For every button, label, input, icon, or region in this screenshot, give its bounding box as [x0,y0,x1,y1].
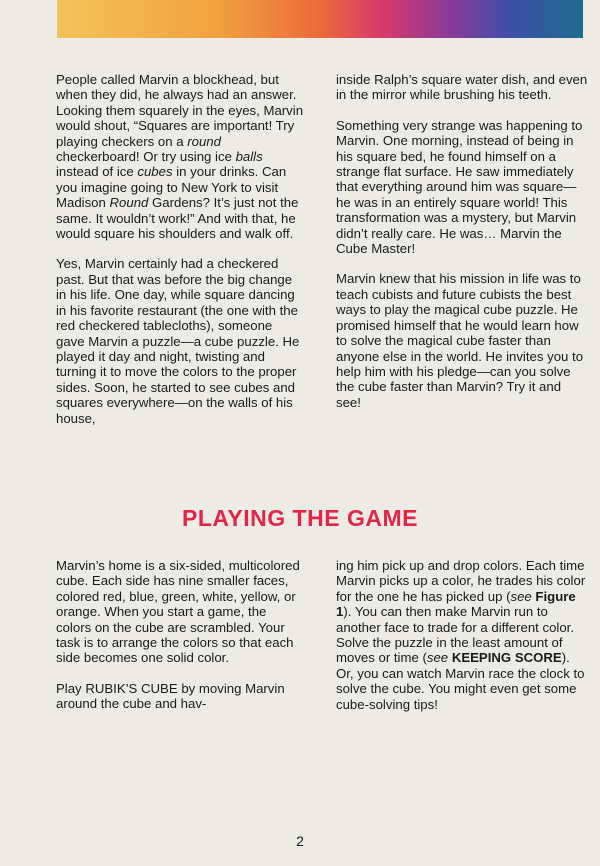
text-run: see [426,650,449,666]
text-run: Marvin’s home is a six-sided, multicolored cube. Each side has nine smaller faces, colored red, blue, green, white, yellow, or orange. When you start a game, the colors on the cube are scrambled. Your task is to arrange the colors so that each side becomes one solid color. [56,558,300,666]
text-run: KEEPING SCORE [451,650,562,666]
text-run: see [510,588,532,604]
section-heading: PLAYING THE GAME [182,505,418,531]
text-run: balls [235,149,263,165]
game-paragraph [336,558,588,712]
page-number: 2 [296,833,304,849]
story-paragraph [56,72,304,241]
story-paragraph [336,118,588,257]
story-paragraph [336,72,588,103]
game-paragraph [56,681,304,712]
text-run: Play RUBIK’S CUBE by moving Marvin around the cube and hav- [56,680,285,712]
story-paragraph [56,256,304,425]
text-run: Marvin knew that his mission in life was to teach cubists and future cubists the best ways to play the magical cube puzzle. He promised himself that he would learn how to solve the magical cube faster than anyone else in the world. He invites you to help him with his pledge—can you solve the cube faster than Marvin? Try it and see! [336,271,584,410]
story-column-left [56,72,304,441]
text-run: Gardens? It’s just not the same. It wouldn’t work!” And with that, he would square his shoulders and walk off. [56,195,299,242]
game-column-right [336,558,588,727]
text-run: Round [109,195,149,211]
game-paragraph [56,558,304,666]
text-run: checkerboard! Or try using ice [56,149,236,165]
text-run: Something very strange was happening to Marvin. One morning, instead of being in his square bed, he found himself on a strange flat surface. He saw immediately that everything around him was square—he was in an entirely square world! This transformation was a mystery, but Marvin didn’t really care. He was… Marvin the Cube Master! [336,117,583,257]
text-run: ing him pick up and drop colors. Each time Marvin picks up a color, he trades his color for the one he has picked up ( [336,558,586,604]
text-run: Yes, Marvin certainly had a checkered past. But that was before the big change in his life. One day, while square dancing in his favorite restaurant (the one with the red checkered tablecloths), someone gave Marvin a puzzle—a cube puzzle. He played it day and night, twisting and turning it to move the colors to the proper sides. Soon, he started to see cubes and squares everywhere—on the walls of his house, [56,256,300,426]
story-column-right [336,72,588,425]
game-column-left [56,558,304,727]
text-run: round [187,133,221,149]
text-run: cubes [137,164,173,180]
text-run: inside Ralph’s square water dish, and even in the mirror while brushing his teeth. [336,72,588,103]
text-run: Figure 1 [336,588,576,620]
text-run: ). You can then make Marvin run to another face to trade for a different color. Solve the puzzle in the least amount of moves or time ( [336,604,575,666]
text-run: ). Or, you can watch Marvin race the clock to solve the cube. You might even get some cube-solving tips! [336,650,585,712]
rainbow-header-band [57,0,583,38]
text-run: instead of ice [56,164,138,180]
text-run: in your drinks. Can you imagine going to New York to visit Madison [56,164,287,211]
text-run: People called Marvin a blockhead, but when they did, he always had an answer. Looking them squarely in the eyes, Marvin would shout, “Squares are important! Try playing checkers on a [56,72,304,149]
story-paragraph [336,271,588,410]
